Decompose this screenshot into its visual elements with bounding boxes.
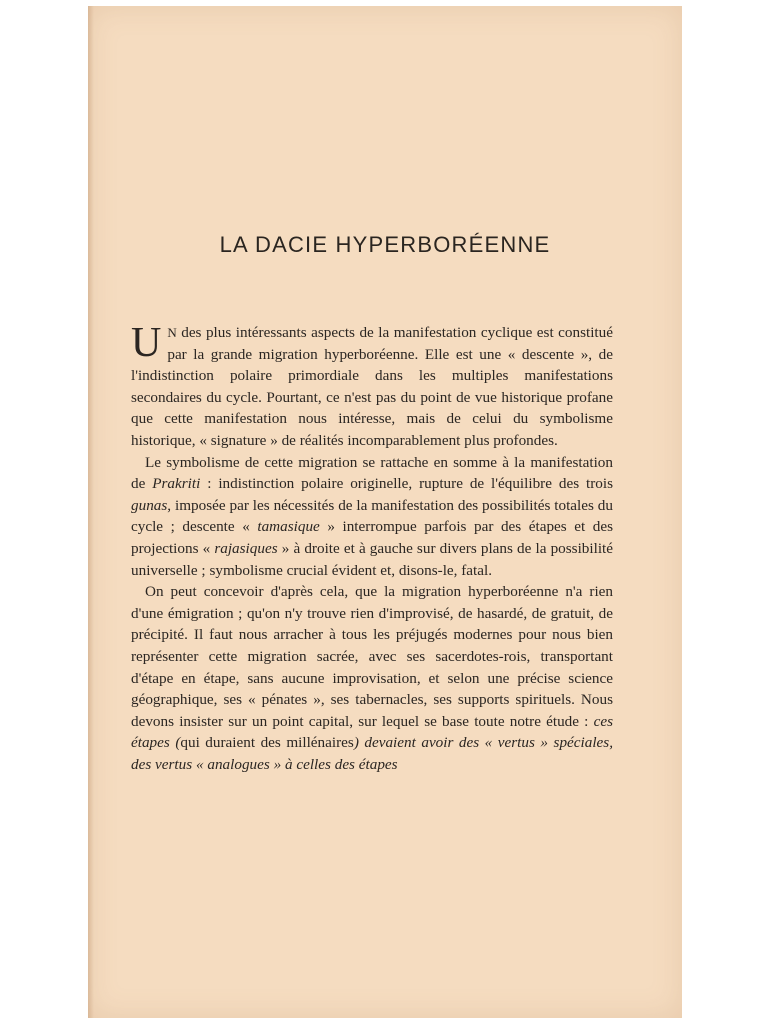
paragraph-3-text: On peut concevoir d'après cela, que la migration hyperboréenne n'a rien d'une émigration ; qu'on n'y trouve rien d'improvisé, de hasardé, de gratuit, de précipité. Il faut nous arracher à tous les préjugés modernes pour nous bien représenter cette migration sacrée, avec ses sacerdotes-rois, transportant d'étape en étape, sans aucune improvisation, et selon une précise science géographique, ses « pénates », ses tabernacles, ses supports spirituels. Nous devons insister sur un point capital, sur lequel se base toute notre étude : [131, 583, 613, 730]
italic-term: Prakriti [152, 475, 201, 493]
italic-passage: ces étapes ( [131, 712, 613, 752]
body-text [131, 322, 613, 775]
italic-passage: ) devaient avoir des « vertus » spéciales, des vertus « analogues » à celles des étapes [131, 734, 613, 773]
paragraph-2-text: , imposée par les nécessités de la manifestation des possibilités totales du cycle ; descente « [131, 496, 613, 536]
chapter-title: LA DACIE HYPERBORÉENNE [219, 232, 551, 257]
paragraph-2-text: » interrompue parfois par des étapes et des projections « [131, 518, 614, 557]
italic-term: rajasiques [214, 539, 278, 557]
italic-passage-emphasis: qui duraient des millénaires [180, 734, 354, 752]
paragraph-1-text: des plus intéressants aspects de la manifestation cyclique est constitué par la grande migration hyperboréenne. Elle est une « descente », de l'indistinction polaire primordiale dans les multiples manifestations secondaires du cycle. Pourtant, ce n'est pas du point de vue historique profane que cette manifestation nous intéresse, mais de celui du symbolisme historique, « signature » de réalités incomparablement plus profondes. [131, 324, 613, 449]
paragraph-2-text: : indistinction polaire originelle, rupture de l'équilibre des trois [200, 475, 613, 493]
paragraph-3 [131, 581, 613, 775]
italic-term: tamasique [257, 518, 320, 536]
drop-cap-lead: N [167, 325, 177, 340]
drop-cap: U [131, 320, 162, 366]
paragraph-2 [131, 452, 613, 582]
paragraph-1 [131, 322, 613, 452]
paragraph-2-text: Le symbolisme de cette migration se rattache en somme à la manifestation de [131, 453, 613, 493]
paragraph-2-text: » à droite et à gauche sur divers plans de la possibilité universelle ; symbolisme crucial évident et, disons-le, fatal. [131, 539, 614, 579]
italic-term: gunas [131, 496, 168, 514]
